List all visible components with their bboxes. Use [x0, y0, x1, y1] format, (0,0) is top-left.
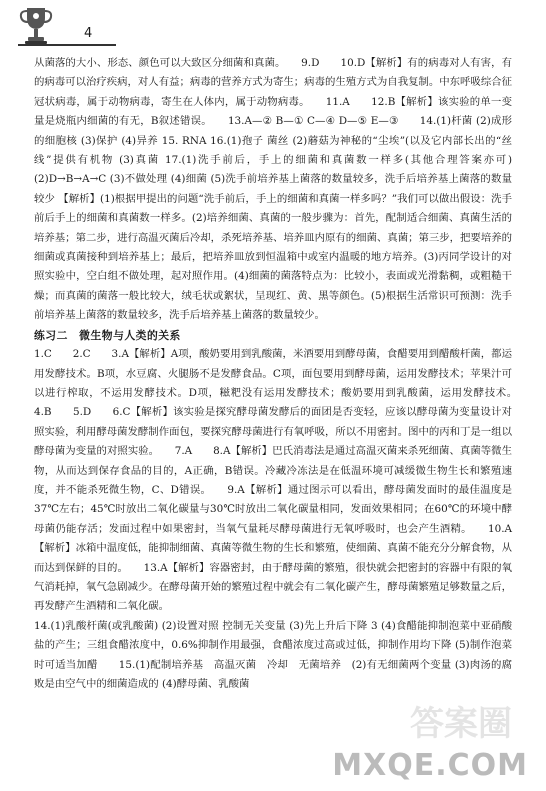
header-rule	[18, 44, 116, 46]
watermark-text: MXQE.COM	[332, 748, 528, 783]
trophy-icon	[18, 4, 54, 46]
page-number: 4	[84, 26, 93, 41]
page-header	[0, 0, 546, 46]
section-title: 练习二 微生物与人类的关系	[34, 328, 181, 342]
paragraph-2: 1.C 2.C 3.A【解析】A项，酸奶要用到乳酸菌，米酒要用到酵母菌，食醋要用到醋酸杆菌，都运用发酵技术。B项，水豆腐、火腿肠不是发酵食品。C项，面包要用到酵母菌，运用发酵技术；苹果汁可以进行榨取，不运用发酵技术。D项，糍粑没有运用发酵技术；酸奶要用到乳酸菌，运用发酵技术。 4.B 5.D 6.C【解析】该实验是探究酵母菌发酵后的面团是否变轻，应该以酵母菌为变量设计对照实验，利用酵母菌发酵制作面包，要探究酵母菌进行有氧呼吸，所以不用密封。图中的丙和丁是一组以酵母菌为变量的对照实验。 7.A 8.A【解析】巴氏消毒法是通过高温灭菌来杀死细菌、真菌等微生物，从而达到保存食品的目的，A正确，B错误。冷藏冷冻法是在低温环境可减缓微生物生长和繁殖速度，并不能杀死微生物，C、D错误。 9.A【解析】通过图示可以看出，酵母菌发面时的最佳温度是37℃左右；45℃时放出二氧化碳量与30℃时放出二氧化碳量相同，发面效果相同；在60℃的环境中酵母菌仍能存活；发面过程中如果密封，当氧气量耗尽酵母菌进行无氧呼吸时，也会产生酒精。 10.A【解析】冰箱中温度低，能抑制细菌、真菌等微生物的生长和繁殖，使细菌、真菌不能充分分解食物，从而达到保鲜的目的。 13.A【解析】容器密封，由于酵母菌的繁殖，很快就会把密封的容器中有限的氧气消耗掉，氧气急剧减少。在酵母菌开始的繁殖过程中就会有二氧化碳产生，酵母菌繁殖足够数量之后，再发酵产生酒精和二氧化碳。	[34, 348, 533, 613]
answer-content	[34, 54, 533, 694]
watermark-cn: 答案圈	[410, 704, 512, 744]
paragraph-3: 14.(1)乳酸杆菌(或乳酸菌) (2)设置对照 控制无关变量 (3)先上升后下降 3 (4)食醋能抑制泡菜中亚硝酸盐的产生；三组食醋浓度中，0.6%抑制作用最强，食醋浓度过高或过低，抑制作用均下降 (5)制作泡菜时可适当加醋 15.(1)配制培养基 高温灭菌 冷却 无菌培养 (2)有无细菌两个变量 (3)肉汤的腐败是由空气中的细菌造成的 (4)酵母菌、乳酸菌	[34, 619, 512, 690]
paragraph-1: 从菌落的大小、形态、颜色可以大致区分细菌和真菌。 9.D 10.D【解析】有的病毒对人有害，有的病毒可以治疗疾病，对人有益；病毒的营养方式为寄生；病毒的生殖方式为自我复制。中东呼吸综合征冠状病毒，属于动物病毒，寄生在人体内，属于动物病毒。 11.A 12.B【解析】该实验的单一变量是烧瓶内细菌的有无，B叙述错误。 13.A—② B—① C—④ D—⑤ E—③ 14.(1)杆菌 (2)成形的细胞核 (3)保护 (4)异养 15. RNA 16.(1)孢子 菌丝 (2)蘑菇为神秘的“尘埃”(以及它内部长出的“丝线”提供有机物 (3)真菌 17.(1)洗手前后，手上的细菌和真菌数一样多(其他合理答案亦可) (2)D→B→A→C (3)不做处理 (4)细菌 (5)洗手前培养基上菌落的数量较多，洗手后培养基上菌落的数量较少 【解析】(1)根据甲提出的问题“洗手前后，手上的细菌和真菌一样多吗？”我们可以做出假设：洗手前后手上的细菌和真菌数一样多。(2)培养细菌、真菌的一般步骤为：首先，配制适合细菌、真菌生活的培养基；第二步，进行高温灭菌后冷却，杀死培养基、培养皿内原有的细菌、真菌；第三步，把要培养的细菌或真菌接种到培养基上；最后，把培养皿放到恒温箱中或室内温暖的地方培养。(3)丙同学设计的对照实验中，空白组不做处理，起对照作用。(4)细菌的菌落特点为：比较小，表面或光滑黏稠，或粗糙干燥；而真菌的菌落一般比较大，绒毛状或絮状，呈现红、黄、黑等颜色。(5)根据生活常识可预测：洗手前培养基上菌落的数量较多，洗手后培养基上菌落的数量较少。	[34, 57, 512, 322]
